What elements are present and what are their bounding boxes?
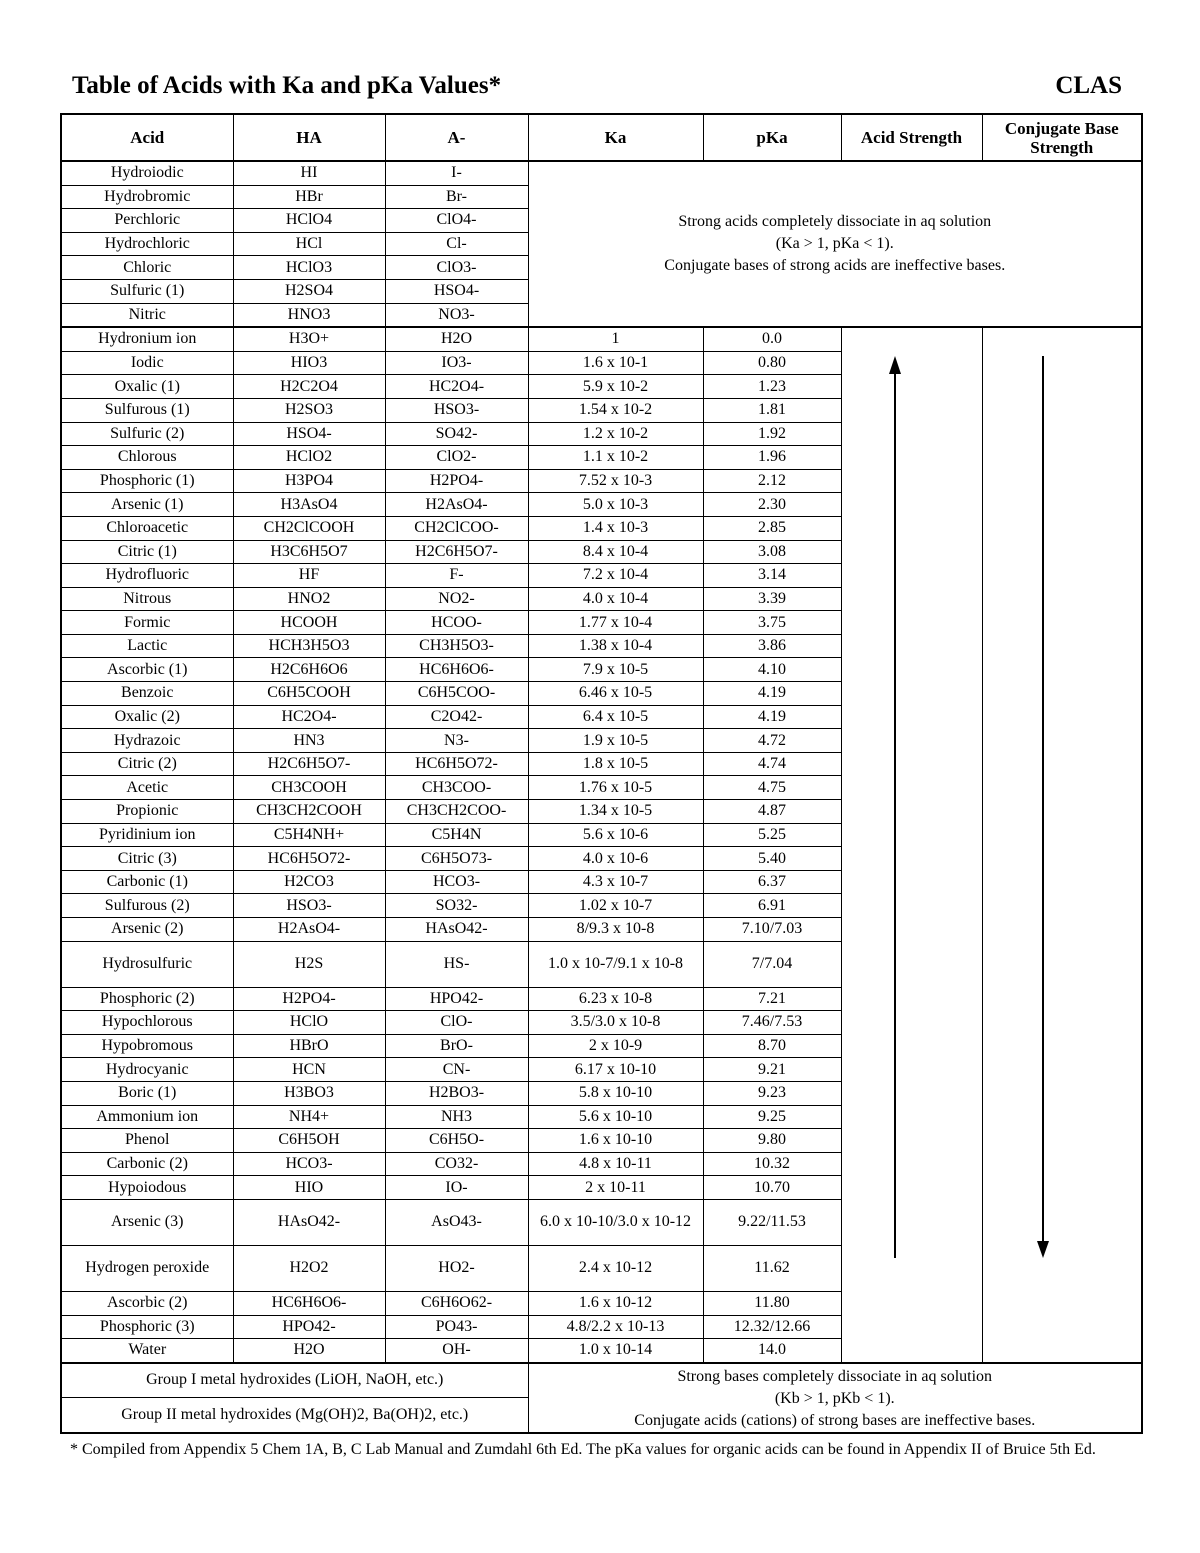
strong-acid-note: [528, 161, 1142, 327]
acid-name: Chlorous: [61, 446, 233, 470]
acid-name: Benzoic: [61, 682, 233, 706]
strong-base-note-line: Strong bases completely dissociate in aq solution: [677, 1367, 993, 1385]
ka-value: 4.0 x 10-6: [528, 847, 703, 871]
acid-formula: C6H5COOH: [233, 682, 385, 706]
acid-formula: HNO2: [233, 587, 385, 611]
acid-name: Phosphoric (2): [61, 987, 233, 1011]
ka-value: 8.4 x 10-4: [528, 540, 703, 564]
conjugate-base-formula: HO2-: [385, 1245, 528, 1291]
ka-value: 1: [528, 327, 703, 351]
ka-value: 1.4 x 10-3: [528, 516, 703, 540]
acid-formula: H2C6H6O6: [233, 658, 385, 682]
acid-name: Hydrofluoric: [61, 564, 233, 588]
acid-name: Ascorbic (2): [61, 1291, 233, 1315]
acid-formula: HCOOH: [233, 611, 385, 635]
acid-formula: H2O: [233, 1339, 385, 1363]
acid-formula: H2C6H5O7-: [233, 752, 385, 776]
ka-value: 6.23 x 10-8: [528, 987, 703, 1011]
acid-table: [60, 113, 1143, 1434]
pka-value: 4.10: [703, 658, 841, 682]
conjugate-base-formula: NH3: [385, 1105, 528, 1129]
acid-name: Sulfuric (1): [61, 279, 233, 303]
pka-value: 12.32/12.66: [703, 1315, 841, 1339]
acid-name: Hydrobromic: [61, 185, 233, 209]
pka-value: 0.0: [703, 327, 841, 351]
conjugate-base-formula: HC2O4-: [385, 375, 528, 399]
acid-formula: HI: [233, 161, 385, 185]
acid-name: Hydrosulfuric: [61, 941, 233, 987]
acid-formula: HIO3: [233, 351, 385, 375]
conjugate-base-formula: CH3COO-: [385, 776, 528, 800]
pka-value: 9.21: [703, 1058, 841, 1082]
acid-name: Citric (2): [61, 752, 233, 776]
ka-value: 5.6 x 10-6: [528, 823, 703, 847]
arrow-down-icon: [983, 328, 1141, 1328]
pka-value: 9.22/11.53: [703, 1199, 841, 1245]
conjugate-base-formula: HAsO42-: [385, 918, 528, 942]
conjugate-base-formula: PO43-: [385, 1315, 528, 1339]
strong-base-row: [61, 1363, 1142, 1398]
conjugate-base-formula: C6H5COO-: [385, 682, 528, 706]
ka-value: 5.0 x 10-3: [528, 493, 703, 517]
ka-value: 1.6 x 10-1: [528, 351, 703, 375]
acid-formula: HF: [233, 564, 385, 588]
pka-value: 7.46/7.53: [703, 1011, 841, 1035]
acid-name: Nitric: [61, 303, 233, 327]
acid-name: Arsenic (3): [61, 1199, 233, 1245]
pka-value: 9.25: [703, 1105, 841, 1129]
pka-value: 5.40: [703, 847, 841, 871]
ka-value: 1.02 x 10-7: [528, 894, 703, 918]
conjugate-base-formula: HSO4-: [385, 279, 528, 303]
pka-value: 10.32: [703, 1152, 841, 1176]
strong-base-label: Group I metal hydroxides (LiOH, NaOH, etc.): [61, 1363, 528, 1398]
acid-name: Chloroacetic: [61, 516, 233, 540]
pka-value: 4.19: [703, 682, 841, 706]
pka-value: 4.74: [703, 752, 841, 776]
strong-acid-note-line: (Ka > 1, pKa < 1).: [775, 235, 894, 253]
pka-value: 3.14: [703, 564, 841, 588]
conjugate-base-formula: ClO2-: [385, 446, 528, 470]
conjugate-base-formula: ClO3-: [385, 256, 528, 280]
acid-name: Boric (1): [61, 1081, 233, 1105]
acid-name: Citric (3): [61, 847, 233, 871]
acid-name: Ammonium ion: [61, 1105, 233, 1129]
acid-name: Acetic: [61, 776, 233, 800]
conjugate-base-formula: F-: [385, 564, 528, 588]
conjugate-base-formula: AsO43-: [385, 1199, 528, 1245]
conjugate-base-formula: CH3CH2COO-: [385, 800, 528, 824]
acid-formula: HCH3H5O3: [233, 634, 385, 658]
conjugate-base-formula: ClO4-: [385, 209, 528, 233]
acid-name: Sulfuric (2): [61, 422, 233, 446]
ka-value: 4.3 x 10-7: [528, 870, 703, 894]
acid-name: Phenol: [61, 1129, 233, 1153]
conjugate-base-formula: CH2ClCOO-: [385, 516, 528, 540]
pka-value: 11.80: [703, 1291, 841, 1315]
pka-value: 1.92: [703, 422, 841, 446]
ka-value: 2 x 10-9: [528, 1034, 703, 1058]
acid-formula: HC2O4-: [233, 705, 385, 729]
ka-value: 8/9.3 x 10-8: [528, 918, 703, 942]
ka-value: 1.38 x 10-4: [528, 634, 703, 658]
acid-formula: HNO3: [233, 303, 385, 327]
acid-formula: HSO3-: [233, 894, 385, 918]
base-strength-arrow: [982, 327, 1142, 1363]
acid-name: Carbonic (1): [61, 870, 233, 894]
acid-formula: H2O2: [233, 1245, 385, 1291]
conjugate-base-formula: CO32-: [385, 1152, 528, 1176]
acid-name: Hydroiodic: [61, 161, 233, 185]
pka-value: 1.23: [703, 375, 841, 399]
acid-formula: HBrO: [233, 1034, 385, 1058]
acid-name: Lactic: [61, 634, 233, 658]
acid-formula: HSO4-: [233, 422, 385, 446]
acid-name: Nitrous: [61, 587, 233, 611]
ka-value: 6.46 x 10-5: [528, 682, 703, 706]
pka-value: 9.23: [703, 1081, 841, 1105]
strong-base-note-line: Conjugate acids (cations) of strong bases are ineffective bases.: [634, 1411, 1036, 1429]
pka-value: 4.72: [703, 729, 841, 753]
strong-base-note: [528, 1363, 1142, 1433]
acid-formula: H3PO4: [233, 469, 385, 493]
acid-name: Carbonic (2): [61, 1152, 233, 1176]
ka-value: 1.2 x 10-2: [528, 422, 703, 446]
acid-formula: CH2ClCOOH: [233, 516, 385, 540]
acid-formula: H2S: [233, 941, 385, 987]
ka-value: 4.0 x 10-4: [528, 587, 703, 611]
ka-value: 1.76 x 10-5: [528, 776, 703, 800]
ka-value: 6.17 x 10-10: [528, 1058, 703, 1082]
acid-formula: H2C2O4: [233, 375, 385, 399]
ka-value: 5.9 x 10-2: [528, 375, 703, 399]
conjugate-base-formula: CN-: [385, 1058, 528, 1082]
pka-value: 4.87: [703, 800, 841, 824]
acid-formula: CH3CH2COOH: [233, 800, 385, 824]
acid-name: Pyridinium ion: [61, 823, 233, 847]
conjugate-base-formula: IO3-: [385, 351, 528, 375]
conjugate-base-formula: HCOO-: [385, 611, 528, 635]
acid-formula: H3C6H5O7: [233, 540, 385, 564]
acid-name: Hypobromous: [61, 1034, 233, 1058]
strong-base-label: Group II metal hydroxides (Mg(OH)2, Ba(OH)2, etc.): [61, 1398, 528, 1433]
acid-formula: H3BO3: [233, 1081, 385, 1105]
header-a: A-: [385, 114, 528, 161]
acid-formula: H2CO3: [233, 870, 385, 894]
pka-value: 4.19: [703, 705, 841, 729]
footnote: * Compiled from Appendix 5 Chem 1A, B, C Lab Manual and Zumdahl 6th Ed. The pKa values for organic acids can be found in Appendix II of Bruice 5th Ed.: [70, 1441, 1096, 1458]
ka-value: 1.0 x 10-14: [528, 1339, 703, 1363]
pka-value: 1.81: [703, 398, 841, 422]
acid-formula: HClO3: [233, 256, 385, 280]
pka-value: 7/7.04: [703, 941, 841, 987]
acid-formula: HC6H6O6-: [233, 1291, 385, 1315]
pka-value: 1.96: [703, 446, 841, 470]
conjugate-base-formula: H2C6H5O7-: [385, 540, 528, 564]
conjugate-base-formula: H2AsO4-: [385, 493, 528, 517]
acid-formula: H2SO3: [233, 398, 385, 422]
ka-value: 7.52 x 10-3: [528, 469, 703, 493]
conjugate-base-formula: HS-: [385, 941, 528, 987]
ka-value: 7.9 x 10-5: [528, 658, 703, 682]
conjugate-base-formula: HC6H5O72-: [385, 752, 528, 776]
acid-name: Sulfurous (2): [61, 894, 233, 918]
strong-acid-note-line: Conjugate bases of strong acids are ineffective bases.: [664, 257, 1006, 275]
acid-formula: HAsO42-: [233, 1199, 385, 1245]
acid-name: Oxalic (2): [61, 705, 233, 729]
ka-value: 6.0 x 10-10/3.0 x 10-12: [528, 1199, 703, 1245]
acid-name: Hydrazoic: [61, 729, 233, 753]
acid-formula: H2SO4: [233, 279, 385, 303]
acid-name: Propionic: [61, 800, 233, 824]
acid-name: Iodic: [61, 351, 233, 375]
ka-value: 5.8 x 10-10: [528, 1081, 703, 1105]
conjugate-base-formula: SO32-: [385, 894, 528, 918]
acid-name: Hydronium ion: [61, 327, 233, 351]
header-ha: HA: [233, 114, 385, 161]
conjugate-base-formula: OH-: [385, 1339, 528, 1363]
pka-value: 4.75: [703, 776, 841, 800]
ka-value: 1.54 x 10-2: [528, 398, 703, 422]
ka-value: 1.8 x 10-5: [528, 752, 703, 776]
conjugate-base-formula: C6H6O62-: [385, 1291, 528, 1315]
acid-formula: C6H5OH: [233, 1129, 385, 1153]
pka-value: 7.21: [703, 987, 841, 1011]
org-label: CLAS: [1055, 72, 1122, 99]
ka-value: 7.2 x 10-4: [528, 564, 703, 588]
conjugate-base-formula: HC6H6O6-: [385, 658, 528, 682]
pka-value: 8.70: [703, 1034, 841, 1058]
pka-value: 3.08: [703, 540, 841, 564]
acid-formula: H2AsO4-: [233, 918, 385, 942]
strong-acid-note-line: Strong acids completely dissociate in aq solution: [678, 213, 992, 231]
acid-name: Phosphoric (1): [61, 469, 233, 493]
header-acid: Acid: [61, 114, 233, 161]
strong-acid-row: [61, 161, 1142, 185]
acid-formula: HClO2: [233, 446, 385, 470]
pka-value: 3.86: [703, 634, 841, 658]
conjugate-base-formula: C5H4N: [385, 823, 528, 847]
pka-value: 14.0: [703, 1339, 841, 1363]
ka-value: 4.8/2.2 x 10-13: [528, 1315, 703, 1339]
acid-formula: C5H4NH+: [233, 823, 385, 847]
table-header-row: [61, 114, 1142, 161]
acid-strength-arrow: [841, 327, 982, 1363]
conjugate-base-formula: HCO3-: [385, 870, 528, 894]
acid-name: Oxalic (1): [61, 375, 233, 399]
conjugate-base-formula: H2O: [385, 327, 528, 351]
conjugate-base-formula: C6H5O-: [385, 1129, 528, 1153]
acid-name: Water: [61, 1339, 233, 1363]
ka-value: 1.34 x 10-5: [528, 800, 703, 824]
conjugate-base-formula: CH3H5O3-: [385, 634, 528, 658]
conjugate-base-formula: I-: [385, 161, 528, 185]
pka-value: 3.75: [703, 611, 841, 635]
pka-value: 7.10/7.03: [703, 918, 841, 942]
conjugate-base-formula: IO-: [385, 1176, 528, 1200]
acid-name: Perchloric: [61, 209, 233, 233]
acid-formula: HClO: [233, 1011, 385, 1035]
acid-name: Hypochlorous: [61, 1011, 233, 1035]
acid-name: Sulfurous (1): [61, 398, 233, 422]
acid-name: Arsenic (1): [61, 493, 233, 517]
acid-name: Phosphoric (3): [61, 1315, 233, 1339]
header-ka: Ka: [528, 114, 703, 161]
conjugate-base-formula: H2PO4-: [385, 469, 528, 493]
ka-value: 2.4 x 10-12: [528, 1245, 703, 1291]
conjugate-base-formula: ClO-: [385, 1011, 528, 1035]
strong-base-note-line: (Kb > 1, pKb < 1).: [774, 1389, 895, 1407]
acid-name: Hydrocyanic: [61, 1058, 233, 1082]
pka-value: 2.12: [703, 469, 841, 493]
acid-formula: HN3: [233, 729, 385, 753]
conjugate-base-formula: Cl-: [385, 232, 528, 256]
conjugate-base-formula: C6H5O73-: [385, 847, 528, 871]
arrow-up-icon: [842, 328, 981, 1328]
ka-value: 1.0 x 10-7/9.1 x 10-8: [528, 941, 703, 987]
ka-value: 1.9 x 10-5: [528, 729, 703, 753]
header-pka: pKa: [703, 114, 841, 161]
conjugate-base-formula: N3-: [385, 729, 528, 753]
ka-value: 1.6 x 10-10: [528, 1129, 703, 1153]
conjugate-base-formula: NO2-: [385, 587, 528, 611]
acid-formula: HC6H5O72-: [233, 847, 385, 871]
conjugate-base-formula: H2BO3-: [385, 1081, 528, 1105]
acid-formula: H3AsO4: [233, 493, 385, 517]
acid-name: Formic: [61, 611, 233, 635]
acid-formula: H2PO4-: [233, 987, 385, 1011]
acid-formula: HBr: [233, 185, 385, 209]
pka-value: 6.37: [703, 870, 841, 894]
acid-formula: CH3COOH: [233, 776, 385, 800]
acid-formula: NH4+: [233, 1105, 385, 1129]
pka-value: 2.85: [703, 516, 841, 540]
pka-value: 9.80: [703, 1129, 841, 1153]
conjugate-base-formula: BrO-: [385, 1034, 528, 1058]
acid-formula: HCN: [233, 1058, 385, 1082]
ka-value: 2 x 10-11: [528, 1176, 703, 1200]
ka-value: 1.6 x 10-12: [528, 1291, 703, 1315]
ka-value: 5.6 x 10-10: [528, 1105, 703, 1129]
acid-name: Hydrochloric: [61, 232, 233, 256]
conjugate-base-formula: C2O42-: [385, 705, 528, 729]
acid-name: Chloric: [61, 256, 233, 280]
conjugate-base-formula: HPO42-: [385, 987, 528, 1011]
ka-value: 3.5/3.0 x 10-8: [528, 1011, 703, 1035]
acid-name: Ascorbic (1): [61, 658, 233, 682]
acid-formula: HCl: [233, 232, 385, 256]
acid-formula: H3O+: [233, 327, 385, 351]
conjugate-base-formula: HSO3-: [385, 398, 528, 422]
header-acid-strength: Acid Strength: [841, 114, 982, 161]
pka-value: 3.39: [703, 587, 841, 611]
pka-value: 0.80: [703, 351, 841, 375]
ka-value: 6.4 x 10-5: [528, 705, 703, 729]
header-conjugate-base-strength: Conjugate Base Strength: [982, 114, 1142, 161]
pka-value: 2.30: [703, 493, 841, 517]
ka-value: 1.77 x 10-4: [528, 611, 703, 635]
acid-name: Hydrogen peroxide: [61, 1245, 233, 1291]
weak-acid-row: [61, 327, 1142, 351]
acid-name: Arsenic (2): [61, 918, 233, 942]
conjugate-base-formula: NO3-: [385, 303, 528, 327]
acid-formula: HCO3-: [233, 1152, 385, 1176]
acid-name: Citric (1): [61, 540, 233, 564]
pka-value: 6.91: [703, 894, 841, 918]
ka-value: 4.8 x 10-11: [528, 1152, 703, 1176]
acid-name: Hypoiodous: [61, 1176, 233, 1200]
acid-formula: HClO4: [233, 209, 385, 233]
ka-value: 1.1 x 10-2: [528, 446, 703, 470]
conjugate-base-formula: SO42-: [385, 422, 528, 446]
acid-formula: HIO: [233, 1176, 385, 1200]
pka-value: 11.62: [703, 1245, 841, 1291]
conjugate-base-formula: Br-: [385, 185, 528, 209]
acid-formula: HPO42-: [233, 1315, 385, 1339]
pka-value: 10.70: [703, 1176, 841, 1200]
pka-value: 5.25: [703, 823, 841, 847]
page-title: Table of Acids with Ka and pKa Values*: [72, 72, 502, 99]
